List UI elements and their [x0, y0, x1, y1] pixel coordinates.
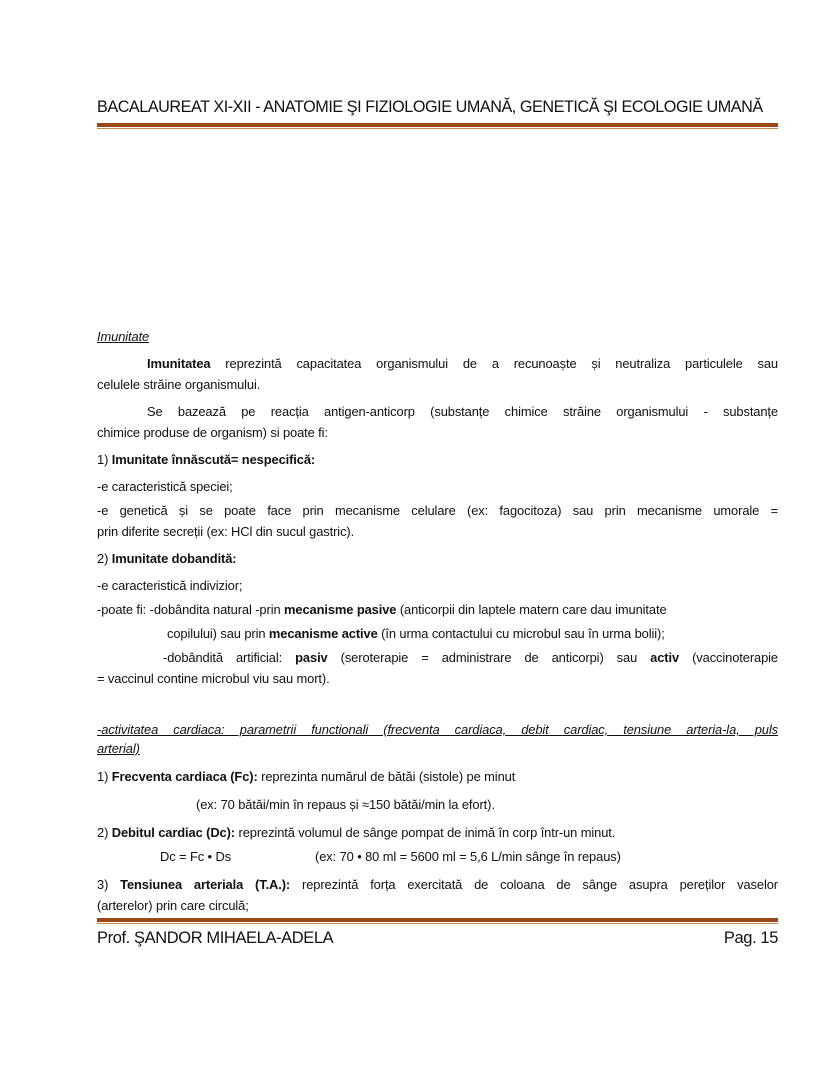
text-line — [97, 503, 778, 519]
text-segment: reprezintă capacitatea organismului de a recunoaște și neutraliza particulele sau — [210, 356, 778, 371]
text-line — [97, 578, 242, 594]
text-line — [97, 898, 249, 914]
text-segment: -e genetică și se poate face prin mecanisme celulare (ex: fagocitoza) sau prin mecanisme umorale = — [97, 503, 778, 518]
text-segment: arterial) — [97, 741, 140, 756]
text-segment: (seroterapie = administrare de anticorpi) sau — [327, 650, 651, 665]
text-line — [97, 479, 233, 495]
footer-author: Prof. ŞANDOR MIHAELA-ADELA — [97, 929, 334, 947]
bold-term: Imunitate înnăscută= nespecifică: — [111, 452, 316, 467]
text-line — [315, 849, 621, 865]
footer-page-number: Pag. 15 — [723, 929, 778, 947]
text-segment: reprezintă forța exercitată de coloana de sânge asupra pereților vaselor — [290, 877, 778, 892]
text-segment: -dobândită artificial: — [163, 650, 296, 665]
text-line — [97, 825, 615, 841]
text-segment: (în urma contactului cu microbul sau în urma bolii); — [377, 626, 665, 641]
text-line — [97, 671, 330, 687]
footer-rule — [97, 918, 778, 922]
text-line — [147, 356, 778, 372]
text-segment: 2) — [97, 551, 112, 566]
text-segment: Se bazează pe reacția antigen-anticorp (substanțe chimice străine organismului - substanțe — [147, 404, 778, 419]
text-segment: -poate fi: -dobândita natural -prin — [97, 602, 285, 617]
bold-term: Imunitate dobandită: — [111, 551, 237, 566]
text-segment: (ex: 70 bătăi/min în repaus și ≈150 bătăi/min la efort). — [196, 797, 495, 812]
text-segment: (arterelor) prin care circulă; — [97, 898, 249, 913]
text-segment: -activitatea cardiaca: parametrii functionali (frecventa cardiaca, debit cardiac, tensiune arteria-la, puls — [97, 722, 778, 737]
text-segment: reprezintă volumul de sânge pompat de inimă în corp într-un minut. — [235, 825, 616, 840]
bold-term: Imunitatea — [147, 356, 211, 371]
text-line — [97, 425, 328, 441]
footer-rule-thin — [97, 923, 778, 924]
text-segment: reprezinta numărul de bătăi (sistole) pe minut — [257, 769, 516, 784]
text-segment: (vaccinoterapie — [679, 650, 779, 665]
text-segment: celulele străine organismului. — [97, 377, 261, 392]
text-line — [97, 377, 260, 393]
text-segment: -e caracteristică indivizior; — [97, 578, 243, 593]
text-line — [167, 626, 665, 642]
section-heading — [97, 722, 778, 738]
text-segment: 3) — [97, 877, 121, 892]
text-line — [97, 602, 667, 618]
bold-term: mecanisme pasive — [284, 602, 397, 617]
text-segment: chimice produse de organism) si poate fi: — [97, 425, 328, 440]
text-line — [160, 849, 231, 865]
text-segment: (ex: 70 • 80 ml = 5600 ml = 5,6 L/min sânge în repaus) — [315, 849, 621, 864]
text-segment: 1) — [97, 452, 112, 467]
text-segment: Imunitate — [97, 329, 150, 344]
section-heading — [97, 329, 149, 345]
text-line — [97, 769, 515, 785]
text-line — [97, 741, 140, 757]
text-segment: = vaccinul contine microbul viu sau mort). — [97, 671, 330, 686]
text-segment: Dc = Fc • Ds — [160, 849, 231, 864]
text-line — [196, 797, 495, 813]
text-line — [163, 650, 778, 666]
header-rule — [97, 123, 778, 127]
text-line — [97, 551, 237, 567]
text-segment: copilului) sau prin — [167, 626, 269, 641]
bold-term: pasiv — [295, 650, 328, 665]
bold-term: Frecventa cardiaca (Fc): — [111, 769, 258, 784]
text-segment: -e caracteristică speciei; — [97, 479, 233, 494]
text-segment: 2) — [97, 825, 112, 840]
bold-term: mecanisme active — [268, 626, 378, 641]
text-segment: (anticorpii din laptele matern care dau imunitate — [396, 602, 667, 617]
text-segment: prin diferite secreții (ex: HCl din sucul gastric). — [97, 524, 355, 539]
bold-term: Debitul cardiac (Dc): — [111, 825, 236, 840]
text-line — [147, 404, 778, 420]
text-segment: 1) — [97, 769, 112, 784]
bold-term: Tensiunea arteriala (T.A.): — [120, 877, 291, 892]
text-line — [97, 877, 778, 893]
text-line — [97, 452, 315, 468]
text-line — [97, 524, 354, 540]
page-header-title: BACALAUREAT XI-XII - ANATOMIE ŞI FIZIOLOGIE UMANĂ, GENETICĂ ŞI ECOLOGIE UMANĂ — [97, 98, 763, 116]
bold-term: activ — [650, 650, 680, 665]
header-rule-thin — [97, 128, 778, 129]
